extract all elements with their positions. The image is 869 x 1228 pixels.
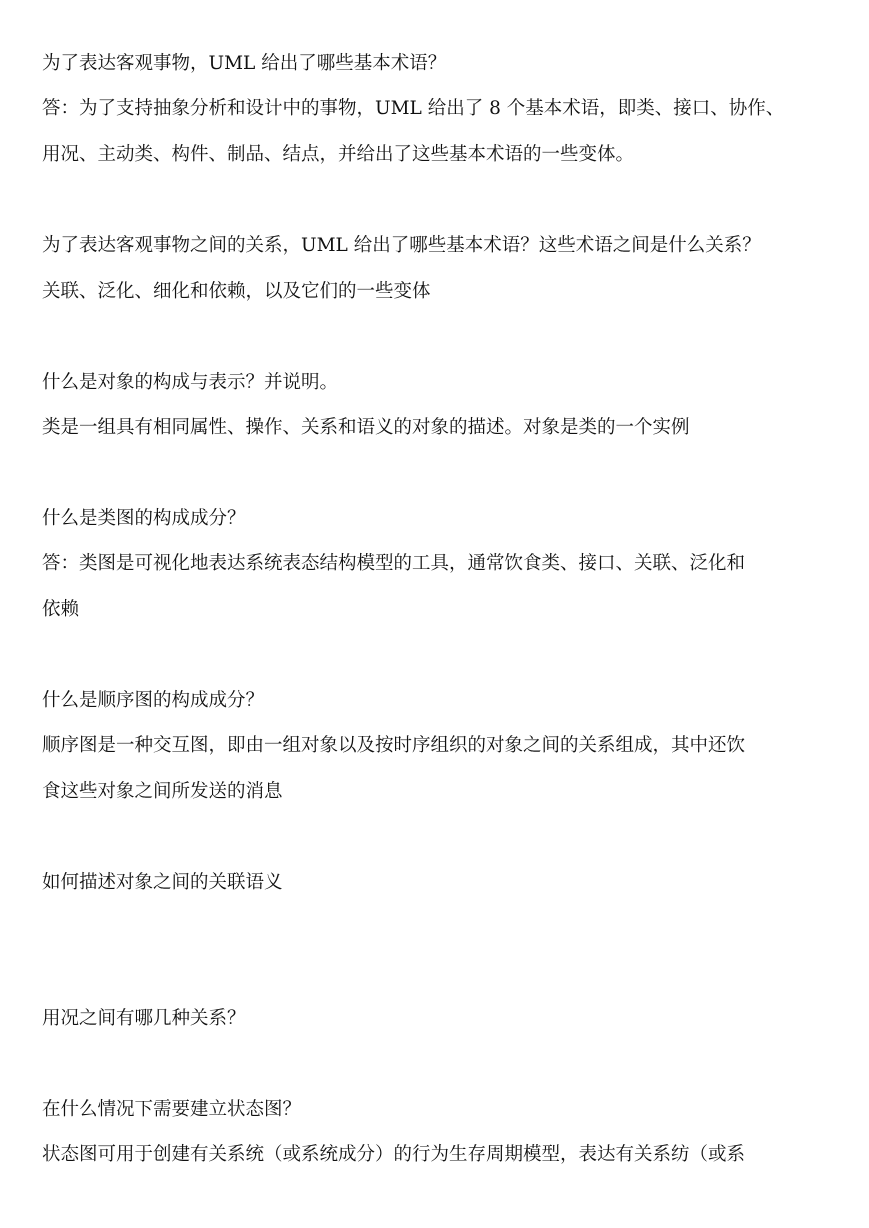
answer-class-diagram-line-2: 依赖 — [42, 599, 80, 620]
question-sequence-diagram: 什么是顺序图的构成成分？ — [42, 690, 265, 711]
question-association-semantics: 如何描述对象之间的关联语义 — [42, 872, 283, 893]
question-uml-terms: 为了表达客观事物，UML 给出了哪些基本术语？ — [42, 53, 447, 74]
answer-state-diagram-line-1: 状态图可用于创建有关系统（或系统成分）的行为生存周期模型，表达有关系纺（或系 — [42, 1144, 746, 1165]
question-class-diagram: 什么是类图的构成成分？ — [42, 508, 246, 529]
question-object-composition: 什么是对象的构成与表示？并说明。 — [42, 372, 339, 393]
answer-sequence-diagram-line-1: 顺序图是一种交互图，即由一组对象以及按时序组织的对象之间的关系组成，其中还饮 — [42, 735, 746, 756]
question-use-case-relations: 用况之间有哪几种关系？ — [42, 1008, 246, 1029]
answer-uml-terms-line-2: 用况、主动类、构件、制品、结点，并给出了这些基本术语的一些变体。 — [42, 144, 635, 165]
answer-uml-relations: 关联、泛化、细化和依赖，以及它们的一些变体 — [42, 281, 431, 302]
answer-uml-terms-line-1: 答：为了支持抽象分析和设计中的事物，UML 给出了 8 个基本术语，即类、接口、协作、 — [42, 98, 785, 119]
question-uml-relations: 为了表达客观事物之间的关系，UML 给出了哪些基本术语？这些术语之间是什么关系？ — [42, 235, 761, 256]
answer-sequence-diagram-line-2: 食这些对象之间所发送的消息 — [42, 781, 283, 802]
answer-object-composition: 类是一组具有相同属性、操作、关系和语义的对象的描述。对象是类的一个实例 — [42, 417, 690, 438]
question-state-diagram: 在什么情况下需要建立状态图？ — [42, 1099, 302, 1120]
answer-class-diagram-line-1: 答：类图是可视化地表达系统表态结构模型的工具，通常饮食类、接口、关联、泛化和 — [42, 553, 746, 574]
